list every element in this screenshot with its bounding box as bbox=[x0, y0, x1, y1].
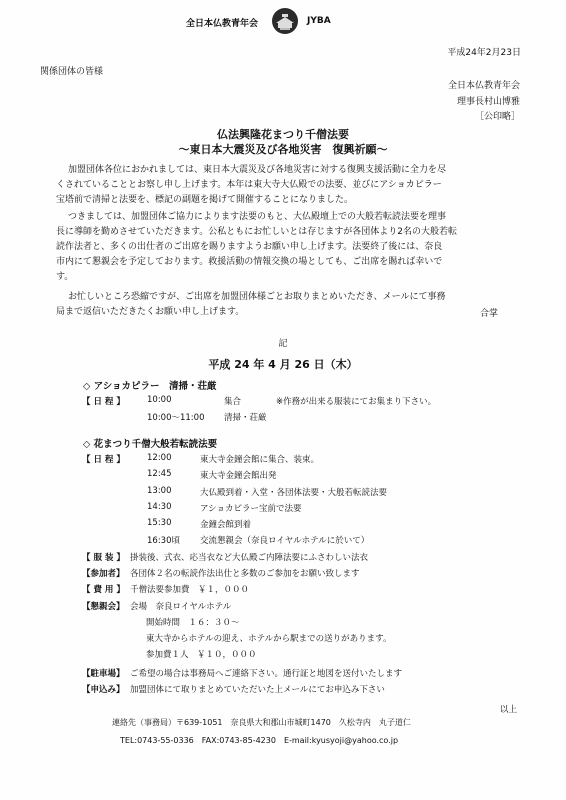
closing-gassho: 合掌 bbox=[480, 309, 499, 319]
section1-heading: ◇ アショカピラー 清掃・荘厳 bbox=[83, 381, 217, 392]
fee-value: 千僧法要参加費 ￥１，０００ bbox=[130, 585, 250, 595]
body-p3-line-2: 局まで返信いただきたくお願い申し上げます。 bbox=[56, 307, 245, 317]
body-p2-line-3: 読作法者と、多くの出仕者のご出席を賜りますようお願い申し上げます。法要終了後には、奈良 bbox=[56, 242, 443, 252]
schedule-desc: 大仏殿到着・入堂・各団体法要・大般若転読法要 bbox=[200, 488, 388, 498]
attire-value: 掛装後、式衣、応当衣など大仏殿ご内陣法要にふさわしい法衣 bbox=[130, 553, 369, 563]
schedule-time: 16:30頃 bbox=[147, 536, 180, 546]
body-p2-line-1: つきましては、加盟団体ご協力によります法要のもと、大仏殿壇上での大般若転読法要を理事 bbox=[68, 212, 447, 222]
body-p1-line-2: くされていることとお察し申し上げます。本年は東大寺大仏殿での法要、並びにアショカピラー bbox=[56, 180, 442, 190]
parking-label: 【駐車場】 bbox=[82, 669, 125, 679]
party-label: 【懇親会】 bbox=[82, 602, 125, 612]
body-p2-line-2: 長に導師を勤めさせていただきます。公私ともにお忙しいとは存じますが各団体より2名の大般若転 bbox=[56, 227, 458, 237]
schedule-desc: 金鐘会館到着 bbox=[200, 520, 252, 530]
schedule-time: 13:00 bbox=[147, 486, 172, 496]
party-fee: 参加費１人 ￥１０，０００ bbox=[146, 650, 257, 660]
party-venue: 会場 奈良ロイヤルホテル bbox=[130, 602, 232, 612]
section1-row-time: 10:00～11:00 bbox=[147, 413, 205, 423]
seal-note: ［公印略］ bbox=[474, 112, 520, 122]
document-date: 平成24年2月23日 bbox=[447, 48, 521, 58]
sender-org: 全日本仏教青年会 bbox=[447, 81, 520, 91]
schedule-time: 14:30 bbox=[147, 502, 172, 512]
party-start-time: 開始時間 １６：３０～ bbox=[146, 618, 240, 628]
schedule-desc: 東大寺金鐘会館に集合、装束。 bbox=[200, 455, 320, 465]
contact-phone-email: TEL:0743-55-0336 FAX:0743-85-4230 E-mail:kyusyoji@yahoo.co.jp bbox=[120, 736, 399, 745]
title-line-1: 仏法興隆花まつり千僧法要 bbox=[217, 128, 349, 141]
section1-row-desc: 清掃・荘厳 bbox=[224, 413, 267, 423]
attire-label: 【 服 装 】 bbox=[82, 553, 125, 563]
schedule-desc: 東大寺金鐘会館出発 bbox=[200, 471, 277, 481]
participants-label: 【参加者】 bbox=[82, 569, 125, 579]
letterhead-abbrev: JYBA bbox=[307, 16, 331, 26]
body-p2-line-4: 市内にて懇親会を予定しております。救援活動の情報交換の場としても、ご出席を賜れば幸いで bbox=[56, 257, 443, 267]
participants-value: 各団体２名の転読作法出仕と多数のご参加をお願い致します bbox=[130, 569, 360, 579]
body-p3-line-1: お忙しいところ恐縮ですが、ご出席を加盟団体様ごとお取りまとめいただき、メールにて事務 bbox=[68, 292, 446, 302]
apply-value: 加盟団体にて取りまとめていただいた上メールにてお申込み下さい bbox=[130, 685, 385, 695]
title-line-2: ～東日本大震災及び各地災害 復興祈願～ bbox=[178, 143, 388, 156]
ijou-marker: 以上 bbox=[500, 705, 518, 715]
addressee: 関係団体の皆様 bbox=[40, 67, 104, 77]
parking-value: ご希望の場合は事務局へご連絡下さい。通行証と地図を送付いたします bbox=[130, 669, 403, 679]
section1-row-desc: 集合 bbox=[224, 397, 242, 407]
schedule-time: 12:00 bbox=[147, 453, 172, 463]
event-date: 平成 24 年 4 月 26 日（木） bbox=[208, 358, 358, 371]
body-p2-line-5: す。 bbox=[56, 272, 74, 282]
section2-schedule-label: 【 日 程 】 bbox=[82, 455, 125, 465]
schedule-time: 12:45 bbox=[147, 469, 172, 479]
section1-schedule-label: 【 日 程 】 bbox=[82, 397, 125, 407]
jyba-logo-icon bbox=[272, 8, 298, 34]
section1-row-time: 10:00 bbox=[147, 395, 172, 405]
letterhead-org-name: 全日本仏教青年会 bbox=[186, 19, 259, 29]
body-p1-line-1: 加盟団体各位におかれましては、東日本大震災及び各地災害に対する復興支援活動に全力を尽 bbox=[68, 165, 447, 175]
party-shuttle: 東大寺からホテルの迎え、ホテルから駅までの送りがあります。 bbox=[146, 634, 392, 644]
contact-address: 連絡先（事務局）〒639-1051 奈良県大和郡山市城町1470 久松寺内 丸子道仁 bbox=[112, 718, 411, 727]
ki-marker: 記 bbox=[278, 339, 288, 349]
section2-heading: ◇ 花まつり千僧大般若転読法要 bbox=[83, 439, 218, 450]
fee-label: 【 費 用 】 bbox=[82, 585, 125, 595]
schedule-desc: アショカピラー宝前で法要 bbox=[200, 504, 302, 514]
schedule-desc: 交流懇親会（奈良ロイヤルホテルに於いて） bbox=[200, 536, 370, 546]
apply-label: 【申込み】 bbox=[82, 685, 125, 695]
sender-name: 理事長村山博雅 bbox=[456, 97, 520, 107]
section1-row-note: ※作務が出来る服装にてお集まり下さい。 bbox=[276, 397, 437, 407]
schedule-time: 15:30 bbox=[147, 518, 172, 528]
body-p1-line-3: 宝塔前で清掃と法要を、標記の副題を掲げて開催することになりました。 bbox=[56, 195, 354, 205]
